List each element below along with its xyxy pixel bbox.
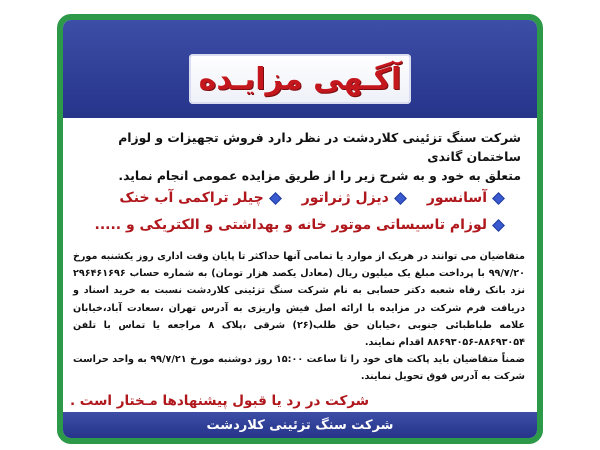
- diamond-bullet-icon: [492, 219, 505, 232]
- notice-title: آگـهی مزایـده: [198, 61, 402, 97]
- item-label: لوزام تاسیساتی موتور خانه و بهداشتی و الکتریکی و .....: [94, 217, 487, 233]
- intro-text: [81, 128, 521, 185]
- diamond-bullet-icon: [394, 192, 407, 205]
- closing-statement: شرکت در رد یا قبول پیشنهادها مـختار است .: [69, 393, 369, 409]
- details-paragraph: ضمناً متقاضیان باید پاکت های خود را تا ساعت ۱۵:۰۰ روز دوشنبه مورخ ۹۹/۷/۲۱ به واحد حراست شرکت به آدرس فوق تحویل نمایند.: [73, 354, 525, 383]
- item-label: دیزل ژنراتور: [301, 190, 389, 206]
- items-row: [95, 217, 504, 233]
- footer-company-name: شرکت سنگ تزئینی کلاردشت: [206, 417, 394, 433]
- item-diesel-generator: [302, 190, 405, 206]
- item-label: چیلر تراکمی آب خنک: [119, 190, 264, 206]
- intro-line: متعلق به خود و به شرح زیر را از طریق مزایده عمومی انجام نماید.: [118, 168, 521, 183]
- details-paragraph: متقاضیان می توانند در هریک از موارد یا تمامی آنها حداکثر تا پایان وقت اداری روز یکشنبه مورخ ۹۹/۷/۲۰ با پرداخت مبلغ یک میلیون ریال (معادل یکصد هزار تومان) به شماره حساب ۲۹۶۴۶۱۶۹۶ نزد بانک رفاه شعبه دکتر حسابی به نام شرکت سنگ تزئینی کلاردشت نسبت به خرید اسناد و دریافت فرم شرکت در مزایده با ارائه اصل فیش واریزی به آدرس تهران ،سعادت آباد،خیابان علامه طباطبائی جنوبی ،خیابان حق طلب(۲۶) شرقی ،پلاک ۸ مراجعه یا تماس با تلفن ۸۸۶۹۳۰۵۴-۸۸۶۹۳۰۵۶ اقدام نمایند.: [73, 251, 525, 349]
- items-row: [119, 190, 503, 206]
- intro-line: شرکت سنگ تزئینی کلاردشت در نظر دارد فروش تجهیزات و لوزام ساختمان گاندی: [118, 130, 521, 164]
- footer-band: [63, 412, 537, 438]
- item-label: آسانسور: [426, 190, 487, 206]
- details-text: [73, 248, 525, 386]
- diamond-bullet-icon: [492, 192, 505, 205]
- title-box: [189, 54, 411, 104]
- header-band: [63, 20, 537, 118]
- diamond-bullet-icon: [269, 192, 282, 205]
- auction-notice-card: [57, 14, 543, 444]
- item-equipment: [95, 217, 504, 233]
- item-elevator: [427, 190, 503, 206]
- item-chiller: [119, 190, 279, 206]
